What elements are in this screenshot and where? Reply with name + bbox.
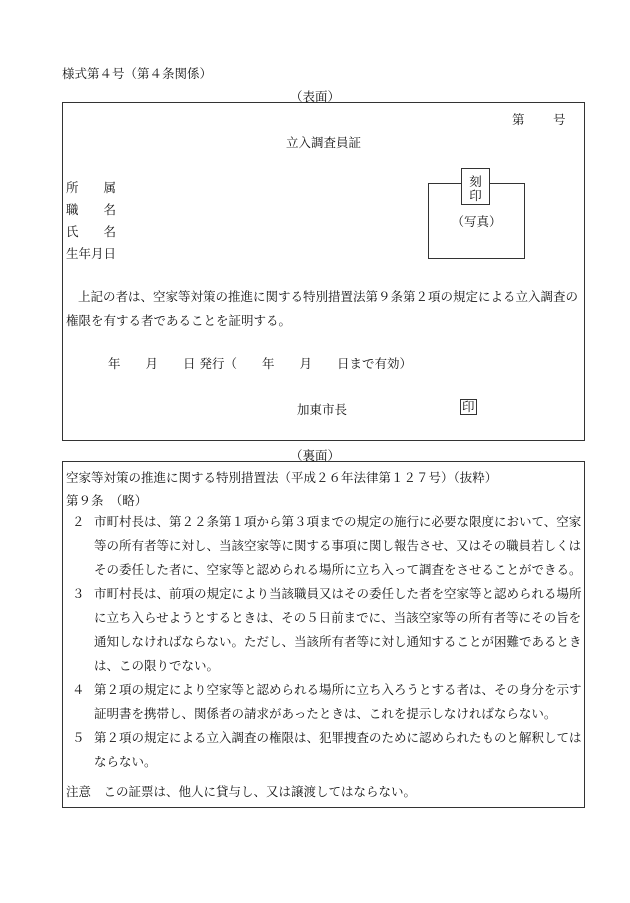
item-text: 第２項の規定により空家等と認められる場所に立ち入ろうとする者は、その身分を示す証明書を携帯し、関係者の請求があったときは、これを提示しなければならない。 bbox=[94, 682, 582, 721]
field-affiliation: 所 属 bbox=[66, 180, 117, 195]
issuer-seal: 印 bbox=[462, 399, 475, 414]
field-position: 職 名 bbox=[66, 202, 117, 217]
back-label: （裏面） bbox=[289, 448, 340, 463]
field-name: 氏 名 bbox=[66, 224, 117, 239]
engraved-seal-box bbox=[461, 168, 490, 205]
number-go: 号 bbox=[553, 112, 566, 127]
list-item bbox=[66, 678, 582, 726]
usage-note: 注意 この証票は、他人に貸与し、又は譲渡してはならない。 bbox=[66, 784, 417, 799]
item-number: ４ bbox=[72, 682, 85, 697]
front-label: （表面） bbox=[289, 89, 340, 104]
law-title: 空家等対策の推進に関する特別措置法（平成２６年法律第１２７号）（抜粋） bbox=[66, 470, 498, 485]
article-heading: 第９条 （略） bbox=[66, 493, 148, 508]
item-text: 市町村長は、前項の規定により当該職員又はその委任した者を空家等と認められる場所に立ち入らせようとするときは、その５日前までに、当該空家等の所有者等にその旨を通知しなければならない。ただし、当該所有者等に対し通知することが困難であるときは、この限りでない。 bbox=[94, 586, 582, 673]
card-title: 立入調査員証 bbox=[285, 135, 361, 150]
certification-text: 上記の者は、空家等対策の推進に関する特別措置法第９条第２項の規定による立入調査の権限を有する者であることを証明する。 bbox=[66, 289, 579, 328]
form-title: 様式第４号（第４条関係） bbox=[62, 66, 213, 81]
engraved-seal-char2: 印 bbox=[469, 188, 482, 203]
engraved-seal-char1: 刻 bbox=[469, 174, 482, 189]
article-items bbox=[66, 510, 582, 774]
number-dai: 第 bbox=[512, 112, 525, 127]
item-text: 市町村長は、第２２条第１項から第３項までの規定の施行に必要な限度において、空家等の所有者等に対し、当該空家等に関する事項に関し報告させ、又はその職員若しくはその委任した者に、空家等と認められる場所に立ち入って調査をさせることができる。 bbox=[94, 514, 582, 577]
issuer-title: 加東市長 bbox=[297, 402, 348, 417]
list-item bbox=[66, 582, 582, 678]
item-number: ３ bbox=[72, 586, 85, 601]
list-item bbox=[66, 726, 582, 774]
issue-line: 年 月 日 発行（ 年 月 日まで有効） bbox=[108, 356, 412, 371]
list-item bbox=[66, 510, 582, 582]
field-birthdate: 生年月日 bbox=[66, 246, 117, 261]
item-text: 第２項の規定による立入調査の権限は、犯罪捜査のために認められたものと解釈してはならない。 bbox=[94, 730, 582, 769]
photo-label: （写真） bbox=[451, 214, 502, 229]
item-number: ２ bbox=[72, 514, 85, 529]
front-card bbox=[62, 102, 585, 441]
item-number: ５ bbox=[72, 730, 85, 745]
